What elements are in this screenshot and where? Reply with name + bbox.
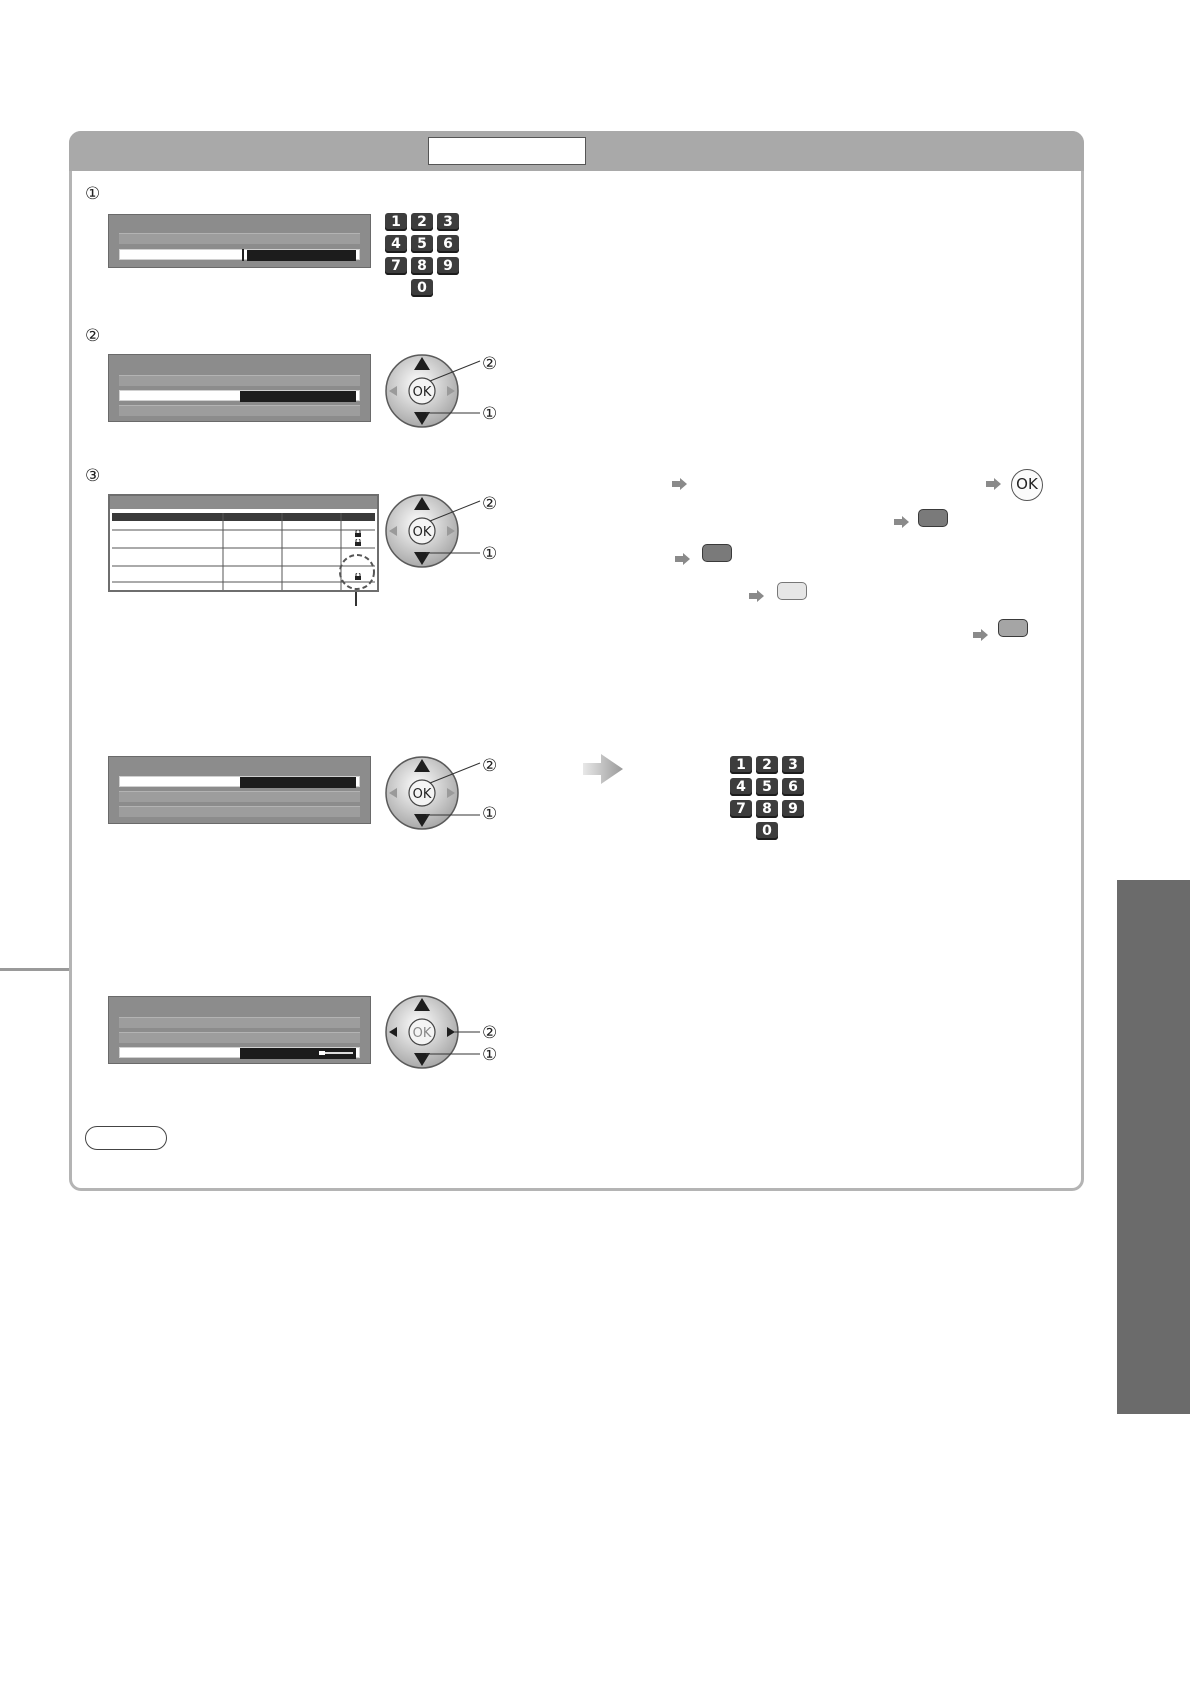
key-4[interactable]: 4: [385, 235, 407, 253]
step-2-number: ②: [85, 326, 101, 346]
callout-1: ①: [482, 544, 498, 564]
navigation-pad-icon[interactable]: [384, 353, 494, 435]
arrow-right-icon: [749, 590, 764, 602]
large-arrow-icon: [583, 754, 623, 784]
colour-button-dark-1[interactable]: [918, 509, 948, 527]
svg-text:OK: OK: [412, 787, 432, 802]
menu-screen-4: [108, 756, 371, 824]
key-8[interactable]: 8: [411, 257, 433, 275]
key-9[interactable]: 9: [782, 800, 804, 818]
svg-text:OK: OK: [412, 1026, 432, 1041]
panel-title-box: [428, 137, 586, 165]
key-7[interactable]: 7: [730, 800, 752, 818]
arrow-right-icon: [986, 478, 1001, 490]
arrow-right-icon: [973, 629, 988, 641]
key-4[interactable]: 4: [730, 778, 752, 796]
pin-entry-screen: [108, 214, 371, 268]
channel-list-screen: [108, 494, 379, 592]
lock-icon: [354, 532, 362, 540]
arrow-right-icon: [675, 553, 690, 565]
callout-2: ②: [482, 494, 498, 514]
lock-icon: [354, 523, 362, 530]
key-5[interactable]: 5: [756, 778, 778, 796]
svg-text:OK: OK: [412, 525, 432, 540]
colour-button-grey[interactable]: [998, 619, 1028, 637]
key-1[interactable]: 1: [730, 756, 752, 774]
key-5[interactable]: 5: [411, 235, 433, 253]
key-3[interactable]: 3: [437, 213, 459, 231]
callout-1: ①: [482, 1045, 498, 1065]
key-8[interactable]: 8: [756, 800, 778, 818]
svg-text:OK: OK: [412, 385, 432, 400]
lock-icon: [354, 566, 362, 574]
key-6[interactable]: 6: [782, 778, 804, 796]
key-7[interactable]: 7: [385, 257, 407, 275]
numeric-keypad-1[interactable]: [385, 213, 465, 298]
key-2[interactable]: 2: [411, 213, 433, 231]
section-side-tab: [1117, 880, 1190, 1414]
arrow-right-icon: [894, 516, 909, 528]
menu-screen-2: [108, 354, 371, 422]
callout-2: ②: [482, 1023, 498, 1043]
navigation-pad-icon[interactable]: [384, 493, 494, 575]
callout-1: ①: [482, 804, 498, 824]
key-3[interactable]: 3: [782, 756, 804, 774]
channel-list-grid: [110, 496, 377, 590]
arrow-right-icon: [672, 478, 687, 490]
callout-1: ①: [482, 404, 498, 424]
key-0[interactable]: 0: [411, 279, 433, 297]
key-6[interactable]: 6: [437, 235, 459, 253]
menu-screen-5: [108, 996, 371, 1064]
page-edge-rule: [0, 968, 69, 971]
step-1-number: ①: [85, 184, 101, 204]
key-2[interactable]: 2: [756, 756, 778, 774]
ok-button[interactable]: OK: [1011, 469, 1043, 501]
callout-2: ②: [482, 354, 498, 374]
colour-button-dark-2[interactable]: [702, 544, 732, 562]
key-0[interactable]: 0: [756, 822, 778, 840]
navigation-pad-icon[interactable]: [384, 755, 494, 837]
callout-2: ②: [482, 756, 498, 776]
navigation-pad-icon[interactable]: [384, 994, 494, 1076]
key-1[interactable]: 1: [385, 213, 407, 231]
lock-pointer-line: [355, 592, 357, 606]
note-badge: [85, 1126, 167, 1150]
numeric-keypad-2[interactable]: [730, 756, 810, 841]
step-3-number: ③: [85, 466, 101, 486]
colour-button-light[interactable]: [777, 582, 807, 600]
key-9[interactable]: 9: [437, 257, 459, 275]
